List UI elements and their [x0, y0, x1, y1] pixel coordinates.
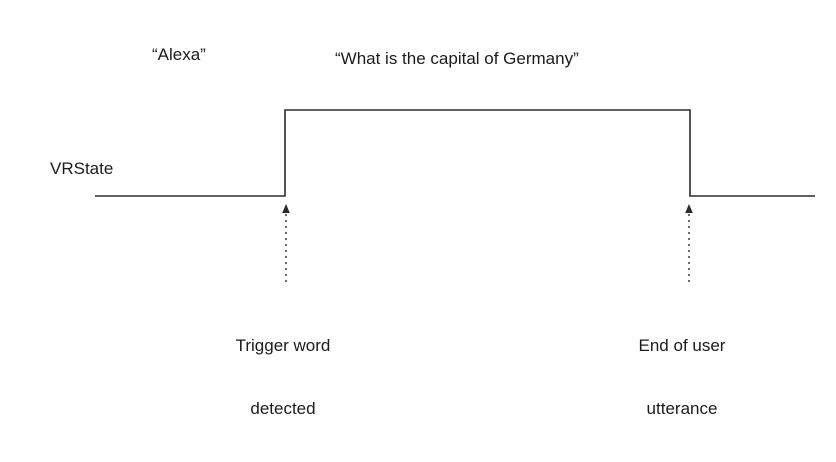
end-utterance-annotation-line2: utterance — [646, 399, 718, 419]
trigger-word-annotation — [224, 292, 342, 462]
utterance-label: “What is the capital of Germany” — [335, 49, 579, 68]
wake-word-label: “Alexa” — [152, 45, 206, 64]
vrstate-signal-line — [95, 110, 815, 196]
trigger-word-annotation-line2: detected — [250, 399, 316, 419]
end-utterance-annotation — [626, 292, 738, 462]
end-callout-arrowhead — [685, 204, 693, 213]
end-utterance-annotation-line1: End of user — [638, 335, 726, 355]
trigger-word-annotation-line1: Trigger word — [235, 335, 331, 355]
trigger-callout-arrowhead — [282, 204, 290, 213]
signal-name-label: VRState — [50, 159, 114, 178]
